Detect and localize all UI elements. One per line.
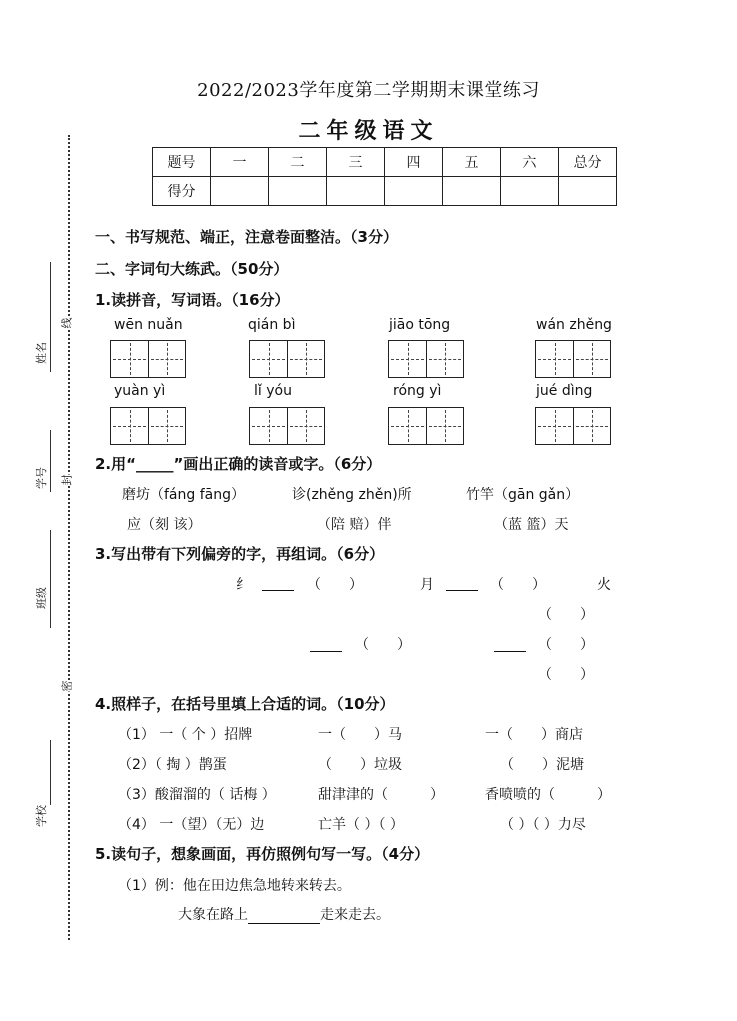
q4-title: 4.照样子，在括号里填上合适的词。（10分） xyxy=(95,695,395,713)
pinyin-label: jué dìng xyxy=(536,383,593,399)
score-table-cell: 总分 xyxy=(559,148,617,177)
score-table-cell: 三 xyxy=(327,148,385,177)
q4-item[interactable]: （ ）垃圾 xyxy=(318,757,402,773)
school-label: 学校 xyxy=(35,805,48,827)
q4-item[interactable]: （2）（ 掏 ）鹊蛋 xyxy=(118,757,227,773)
number-label: 学号 xyxy=(35,467,48,489)
q2-item[interactable]: （陪 赔）伴 xyxy=(317,517,392,533)
char-blank[interactable] xyxy=(310,636,342,652)
radical-silk: 纟 xyxy=(236,577,250,593)
q4-item[interactable]: （ ）（ ）力尽 xyxy=(500,817,586,833)
score-table xyxy=(152,147,617,206)
score-table-header-row xyxy=(153,148,617,177)
page-subtitle: 二年级语文 xyxy=(298,119,439,144)
pinyin-label: jiāo tōng xyxy=(389,317,451,333)
q5-prompt-before: 大象在路上 xyxy=(178,907,248,923)
pinyin-label: qián bì xyxy=(248,317,296,333)
score-table-cell: 五 xyxy=(443,148,501,177)
score-table-cell: 六 xyxy=(501,148,559,177)
writing-grid[interactable] xyxy=(535,340,611,378)
q3-title: 3.写出带有下列偏旁的字，再组词。（6分） xyxy=(95,545,385,563)
char-blank[interactable] xyxy=(446,575,478,591)
seal-mark: 封 xyxy=(60,474,74,486)
pinyin-label: yuàn yì xyxy=(114,383,166,399)
q4-item[interactable]: （4） 一（望）（无）边 xyxy=(118,817,265,833)
q4-item[interactable]: 亡羊（ ）（ ） xyxy=(318,817,404,833)
score-input-cell[interactable] xyxy=(327,177,385,206)
q4-item[interactable]: 一（ ）马 xyxy=(318,727,402,743)
writing-grid[interactable] xyxy=(388,407,464,445)
class-label: 班级 xyxy=(35,587,48,609)
score-input-cell[interactable] xyxy=(443,177,501,206)
q4-item[interactable]: （1） 一（ 个 ）招牌 xyxy=(118,727,253,743)
name-label: 姓名 xyxy=(35,342,48,364)
word-paren[interactable]: （ ） xyxy=(538,607,594,623)
word-paren[interactable]: （ ） xyxy=(307,577,363,593)
score-table-score-row xyxy=(153,177,617,206)
q4-item[interactable]: 香喷喷的（ ） xyxy=(485,787,611,803)
score-input-cell[interactable] xyxy=(269,177,327,206)
score-label: 得分 xyxy=(153,177,211,206)
page-title: 2022/2023学年度第二学期期末课堂练习 xyxy=(197,80,540,101)
pinyin-label: róng yì xyxy=(393,383,442,399)
word-paren[interactable]: （ ） xyxy=(490,577,546,593)
writing-grid[interactable] xyxy=(249,407,325,445)
q2-title: 2.用“_____”画出正确的读音或字。（6分） xyxy=(95,455,382,473)
pinyin-label: lǐ yóu xyxy=(254,383,292,399)
q2-item[interactable]: 诊(zhěng zhěn)所 xyxy=(292,487,412,503)
score-input-cell[interactable] xyxy=(385,177,443,206)
score-table-cell: 二 xyxy=(269,148,327,177)
radical-moon: 月 xyxy=(420,577,434,593)
section-2-heading: 二、字词句大练武。（50分） xyxy=(95,260,289,278)
class-blank-line[interactable] xyxy=(50,530,51,628)
word-paren[interactable]: （ ） xyxy=(355,637,411,653)
q2-item[interactable]: （蓝 篮）天 xyxy=(494,517,569,533)
q4-item[interactable]: 一（ ）商店 xyxy=(485,727,583,743)
q5-prompt-after: 走来走去。 xyxy=(320,907,390,923)
writing-grid[interactable] xyxy=(535,407,611,445)
q4-item[interactable]: （ ）泥塘 xyxy=(500,757,584,773)
writing-grid[interactable] xyxy=(110,340,186,378)
q4-item[interactable]: （3）酸溜溜的（ 话梅 ） xyxy=(118,787,276,803)
writing-grid[interactable] xyxy=(110,407,186,445)
q5-example: （1）例：他在田边焦急地转来转去。 xyxy=(118,878,351,894)
line-mark: 线 xyxy=(60,317,74,329)
radical-fire: 火 xyxy=(597,577,611,593)
pinyin-label: wēn nuǎn xyxy=(114,317,183,333)
binding-dotted-line xyxy=(68,135,70,940)
q5-title: 5.读句子，想象画面，再仿照例句写一写。（4分） xyxy=(95,845,430,863)
number-blank-line[interactable] xyxy=(50,430,51,492)
writing-grid[interactable] xyxy=(388,340,464,378)
q5-answer-blank[interactable] xyxy=(248,909,320,924)
word-paren[interactable]: （ ） xyxy=(538,637,594,653)
q4-item[interactable]: 甜津津的（ ） xyxy=(318,787,444,803)
name-blank-line[interactable] xyxy=(50,262,51,372)
school-blank-line[interactable] xyxy=(50,740,51,805)
dense-mark: 密 xyxy=(60,680,74,692)
char-blank[interactable] xyxy=(262,575,294,591)
char-blank[interactable] xyxy=(494,636,526,652)
section-1-heading: 一、书写规范、端正，注意卷面整洁。（3分） xyxy=(95,228,398,246)
score-input-cell[interactable] xyxy=(501,177,559,206)
score-table-cell: 题号 xyxy=(153,148,211,177)
q2-item[interactable]: 磨坊（fáng fāng） xyxy=(122,487,245,503)
word-paren[interactable]: （ ） xyxy=(538,667,594,683)
score-table-cell: 四 xyxy=(385,148,443,177)
writing-grid[interactable] xyxy=(249,340,325,378)
q1-title: 1.读拼音，写词语。（16分） xyxy=(95,291,290,309)
score-input-cell[interactable] xyxy=(211,177,269,206)
pinyin-label: wán zhěng xyxy=(536,317,612,333)
q2-item[interactable]: 竹竿（gān gǎn） xyxy=(466,487,580,503)
score-input-cell[interactable] xyxy=(559,177,617,206)
score-table-cell: 一 xyxy=(211,148,269,177)
q2-item[interactable]: 应（刻 该） xyxy=(127,517,202,533)
q5-prompt xyxy=(178,904,390,924)
